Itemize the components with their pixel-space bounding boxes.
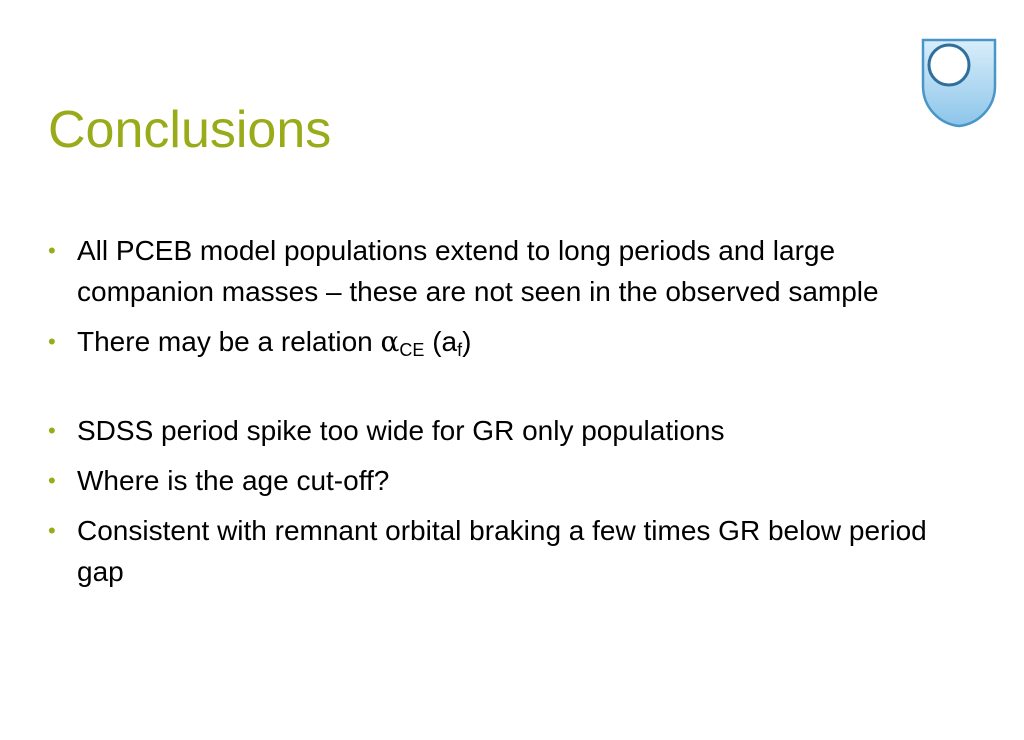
bullet-item [48, 410, 948, 451]
bullet-text: Where is the age cut-off? [77, 465, 390, 496]
bullet-item [48, 460, 948, 501]
bullet-dot: • [48, 238, 56, 263]
bullet-text: All PCEB model populations extend to long periods and large companion masses – these are not seen in the observed sample [77, 235, 879, 307]
bullet-text: There may be a relation [77, 326, 381, 357]
alpha-subscript: CE [399, 340, 425, 360]
bullet-dot: • [48, 418, 56, 443]
relation-close: ) [462, 326, 472, 357]
alpha-symbol: α [380, 325, 400, 358]
bullet-text: Consistent with remnant orbital braking a few times GR below period gap [77, 515, 927, 587]
bullet-item [48, 230, 948, 312]
bullet-dot: • [48, 518, 56, 543]
bullet-list [48, 230, 948, 601]
relation-subscript: f [457, 340, 463, 360]
bullet-dot: • [48, 329, 56, 354]
shield-logo [920, 36, 998, 128]
bullet-text: SDSS period spike too wide for GR only populations [77, 415, 725, 446]
relation-open: (a [424, 326, 458, 357]
bullet-dot: • [48, 468, 56, 493]
bullet-item [48, 510, 948, 592]
bullet-item [48, 321, 948, 362]
slide-title: Conclusions [48, 101, 332, 159]
